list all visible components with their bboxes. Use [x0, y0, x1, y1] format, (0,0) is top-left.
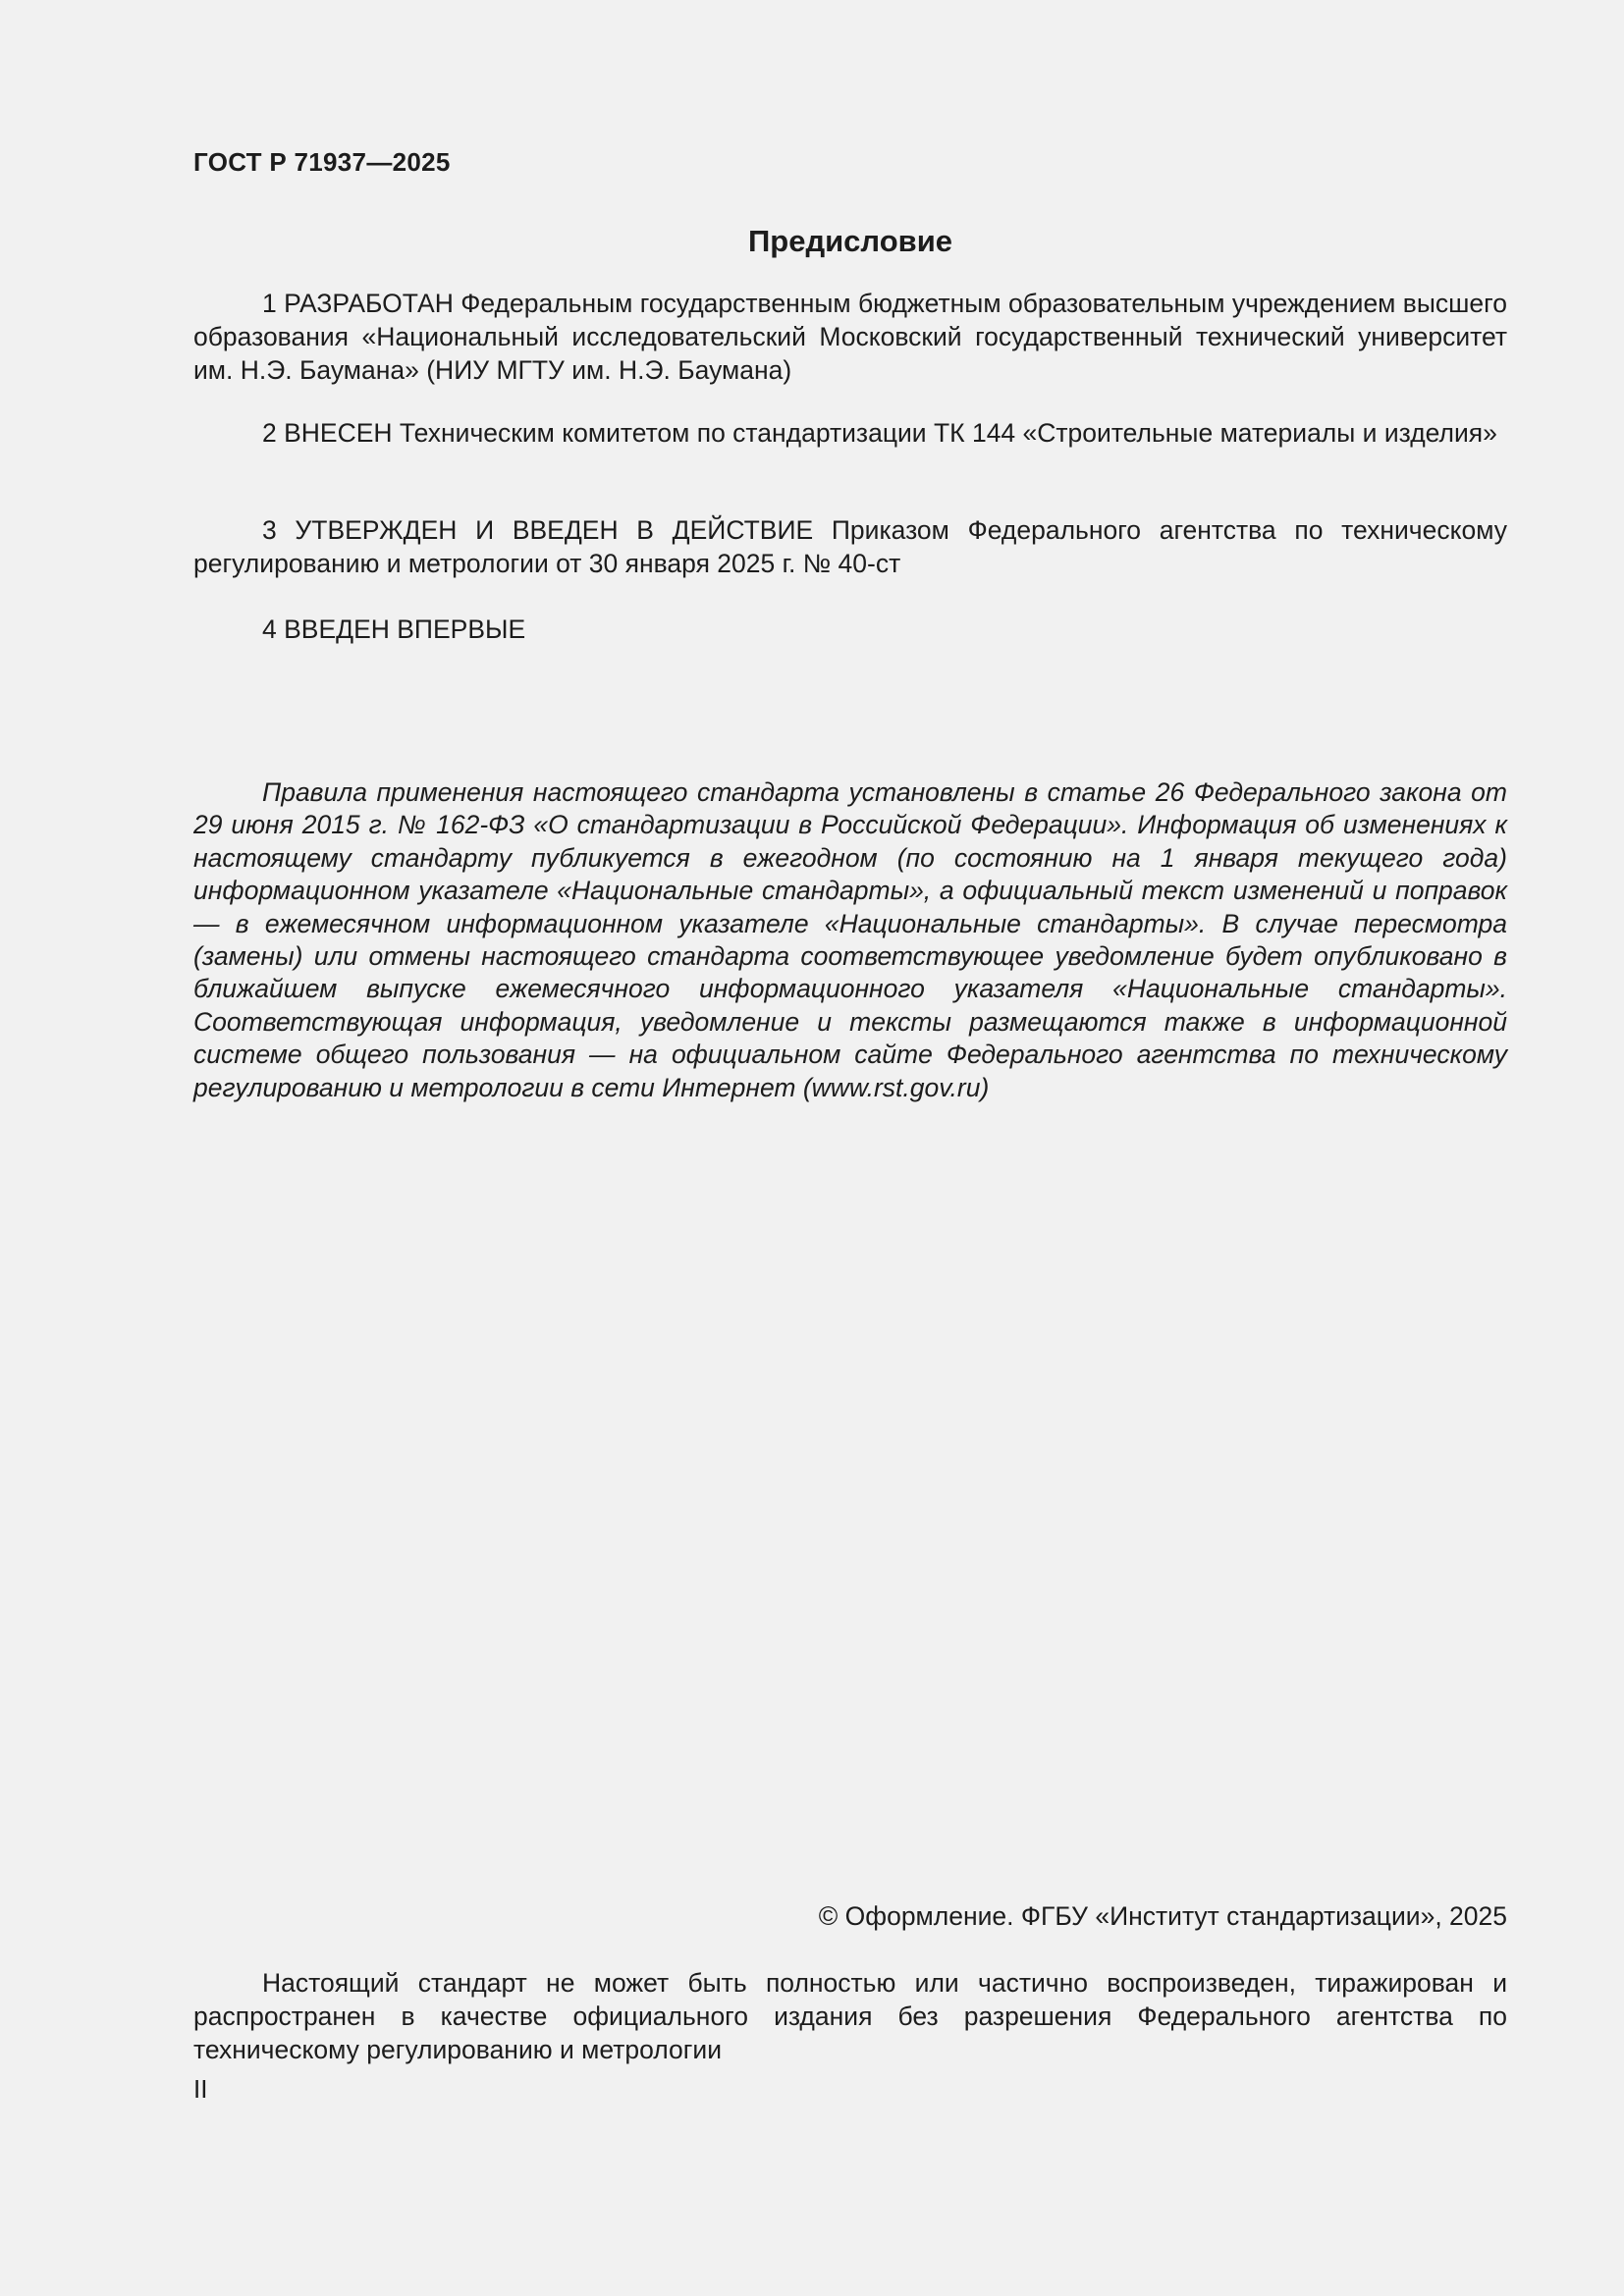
preface-item-introduced: 2 ВНЕСЕН Техническим комитетом по стандартизации ТК 144 «Строительные материалы и изделия»	[262, 418, 1497, 448]
reproduction-notice: Настоящий стандарт не может быть полностью или частично воспроизведен, тиражирован и распространен в качестве официального издания без разрешения Федерального агентства по техническому регулированию и метрологии	[193, 1968, 1507, 2064]
page-number: II	[193, 2074, 208, 2104]
document-code: ГОСТ Р 71937—2025	[193, 147, 451, 177]
preface-item-approved: 3 УТВЕРЖДЕН И ВВЕДЕН В ДЕЙСТВИЕ Приказом Федерального агентства по техническому регулированию и метрологии от 30 января 2025 г. № 40-ст	[193, 515, 1507, 578]
preface-item-developed: 1 РАЗРАБОТАН Федеральным государственным бюджетным образовательным учреждением высшего образования «Национальный исследовательский Московский государственный технический университет им. Н.Э. Баумана» (НИУ МГТУ им. Н.Э. Баумана)	[193, 289, 1507, 385]
preface-title: Предисловие	[747, 224, 952, 258]
application-rules-paragraph: Правила применения настоящего стандарта установлены в статье 26 Федерального закона от 29 июня 2015 г. № 162-ФЗ «О стандартизации в Российской Федерации». Информация об изменениях к настоящему стандарту публикуется в ежегодном (по состоянию на 1 января текущего года) информационном указателе «Национальные стандарты», а официальный текст изменений и поправок — в ежемесячном информационном указателе «Национальные стандарты». В случае пересмотра (замены) или отмены настоящего стандарта соответствующее уведомление будет опубликовано в ближайшем выпуске ежемесячного информационного указателя «Национальные стандарты». Соответствующая информация, уведомление и тексты размещаются также в информационной системе общего пользования — на официальном сайте Федерального агентства по техническому регулированию и метрологии в сети Интернет (www.rst.gov.ru)	[193, 777, 1507, 1102]
copyright-line: © Оформление. ФГБУ «Институт стандартизации», 2025	[818, 1901, 1507, 1931]
preface-item-first-time: 4 ВВЕДЕН ВПЕРВЫЕ	[262, 614, 526, 644]
